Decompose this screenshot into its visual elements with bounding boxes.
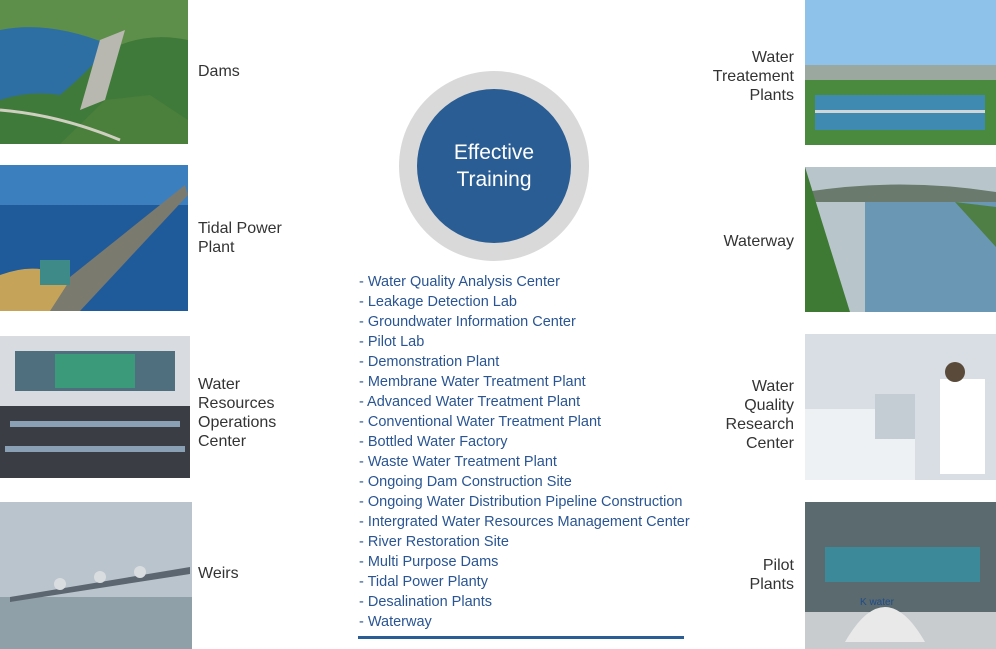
list-item: - Waste Water Treatment Plant [359,454,557,470]
list-item: - Intergrated Water Resources Management Center [359,514,690,530]
effective-training-title: Effective Training [453,141,535,191]
list-divider [358,636,684,639]
list-item: - Advanced Water Treatment Plant [359,394,581,410]
effective-training-core [417,89,571,243]
list-item: - Pilot Lab [359,334,425,350]
list-item: - Tidal Power Planty [359,574,488,590]
list-item: - Waterway [359,614,432,630]
list-item: - Ongoing Dam Construction Site [359,474,572,490]
list-item: - Membrane Water Treatment Plant [359,374,586,390]
list-item: - Water Quality Analysis Center [359,274,560,290]
waterway-label: Waterway [723,233,794,250]
list-item: - Bottled Water Factory [359,434,508,450]
list-item: - Conventional Water Treatment Plant [359,414,602,430]
list-item: - Desalination Plants [359,594,492,610]
operations-center-photo [0,336,190,478]
pilot-plant-photo [805,502,996,649]
waterway-photo [805,167,996,312]
list-item: - Demonstration Plant [359,354,500,370]
water-treatment-plant-photo [805,0,996,145]
research-center-photo [805,334,996,480]
weirs-label: Weirs [198,565,239,582]
operations-center-label: Water Resources Operations Center [198,376,277,450]
water-treatment-plants-label: Water Treatement Plants [712,49,794,104]
list-item: - Multi Purpose Dams [359,554,499,570]
dams-label: Dams [198,63,240,80]
pilot-plants-label: Pilot Plants [749,557,794,593]
research-center-label: Water Quality Research Center [725,378,794,452]
dam-photo [0,0,188,144]
effective-training-badge [399,71,589,261]
weir-photo [0,502,192,649]
tidal-power-plant-label: Tidal Power Plant [198,220,282,256]
facility-list [359,272,699,632]
list-item: - Ongoing Water Distribution Pipeline Construction [359,494,683,510]
list-item: - Groundwater Information Center [359,314,576,330]
list-item: - Leakage Detection Lab [359,294,517,310]
list-item: - River Restoration Site [359,534,509,550]
k-water-logo: K water [860,597,894,608]
tidal-power-plant-photo [0,165,188,311]
